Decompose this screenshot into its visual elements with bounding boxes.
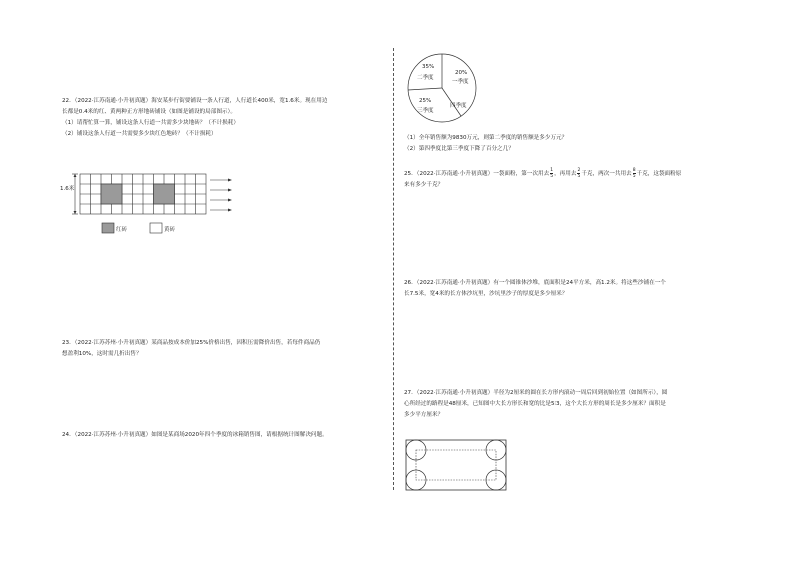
circle-center-path (416, 450, 496, 480)
pie-slice-3-label: 三季度 (417, 108, 434, 114)
tile-figure (60, 168, 240, 238)
fraction-3 (633, 168, 636, 179)
fraction-2-numerator: 2 (577, 168, 581, 173)
fraction-1-denominator: 5 (550, 174, 554, 179)
question-25-text-1: 25．（2022·江苏南通·小升初真题）一袋面粉，第一次用去 (404, 171, 550, 177)
question-25-line-2: 来有多少千克？ (404, 182, 444, 188)
question-25-text-4: 千克，这袋面粉原 (636, 171, 682, 177)
question-22-line-1: 22．（2022·江苏南通·小升初真题）海安某步行街要铺设一条人行道，人行道长400米，宽1.6米。现在用边 (62, 98, 328, 104)
outer-rectangle (406, 440, 506, 490)
pie-slice-1-pct: 20% (455, 70, 468, 76)
question-24-subs (404, 133, 567, 155)
red-tile-block-1 (101, 184, 122, 204)
height-label: 1.6米 (60, 186, 75, 192)
fraction-2-denominator: 5 (577, 174, 581, 179)
question-22-sub-1: （1）请帮忙算一算，铺设这条人行道一共需多少块地砖？（不计损耗） (62, 120, 239, 126)
pie-slice-1-label: 一季度 (452, 79, 469, 85)
pie-slice-2-pct: 35% (422, 64, 435, 70)
rolling-circle-figure (404, 438, 510, 494)
question-24 (62, 430, 328, 441)
question-25 (404, 168, 681, 191)
question-26 (404, 278, 666, 300)
question-24-line-1: 24．（2022·江苏苏州·小升初真题）如图是某商场2020年四个季度的冰箱销售图，请根据统计图解决问题。 (62, 432, 328, 438)
question-27-line-1: 27．（2022·江苏南通·小升初真题）半径为2厘米的圆在长方形内滚动一周后回到初始位置（如图所示），圆 (404, 390, 668, 396)
question-27-line-3: 多少平方厘米？ (404, 412, 444, 418)
question-23 (62, 338, 320, 360)
direction-arrows (210, 179, 232, 212)
question-24-sub-2: （2）第四季度比第三季度下降了百分之几？ (404, 146, 514, 152)
fraction-1 (550, 168, 553, 179)
question-27 (404, 388, 667, 421)
question-25-line-1 (404, 168, 681, 180)
pie-slice-2-label: 二季度 (417, 75, 434, 81)
red-tile-block-2 (154, 184, 175, 204)
question-22 (62, 96, 327, 140)
question-23-line-1: 23．（2022·江苏苏州·小升初真题）某商品按成本价加25%价格出售，因积压需降价出售，若每件商品仍 (62, 340, 321, 346)
question-23-line-2: 想盈利10%，这时需几折出售？ (62, 351, 142, 357)
legend-red-swatch (102, 223, 114, 233)
legend-yellow-label: 黄砖 (164, 227, 176, 233)
sales-pie-chart (400, 52, 484, 124)
pie-slice-4-label: 四季度 (450, 103, 467, 109)
column-divider (393, 48, 394, 490)
fraction-3-denominator: 5 (632, 174, 636, 179)
question-27-line-2: 心所经过的路程是48厘米，已知图中大长方形长和宽的比是5∶3，这个大长方形的周长是多少厘米？面积是 (404, 401, 666, 407)
question-22-line-2: 长都是0.4米的红、黄两种正方形地砖铺设（如图是铺设的局部图示）。 (62, 109, 236, 115)
tile-grid (80, 174, 206, 214)
question-25-text-3: 千克，两次一共用去 (581, 171, 632, 177)
question-22-sub-2: （2）铺设这条人行道一共需要多少块红色地砖？（不计损耗） (62, 131, 217, 137)
fraction-2 (577, 168, 580, 179)
question-26-line-1: 26．（2022·江苏南通·小升初真题）有一个圆锥体沙堆，底面积是24平方米，高1.2米。将这些沙铺在一个 (404, 280, 666, 286)
question-26-line-2: 长7.5米，宽4米的长方体沙坑里，沙坑里沙子的厚度是多少厘米？ (404, 291, 568, 297)
pie-slice-3-pct: 25% (419, 98, 432, 104)
fraction-1-numerator: 1 (550, 168, 554, 173)
question-24-sub-1: （1）全年销售额为9830万元，则第二季度的销售额是多少万元？ (404, 135, 568, 141)
fraction-3-numerator: 8 (632, 168, 636, 173)
question-25-text-2: ，再用去 (554, 171, 577, 177)
legend-red-label: 红砖 (116, 227, 128, 233)
height-dimension (72, 174, 78, 214)
legend-yellow-swatch (150, 223, 162, 233)
